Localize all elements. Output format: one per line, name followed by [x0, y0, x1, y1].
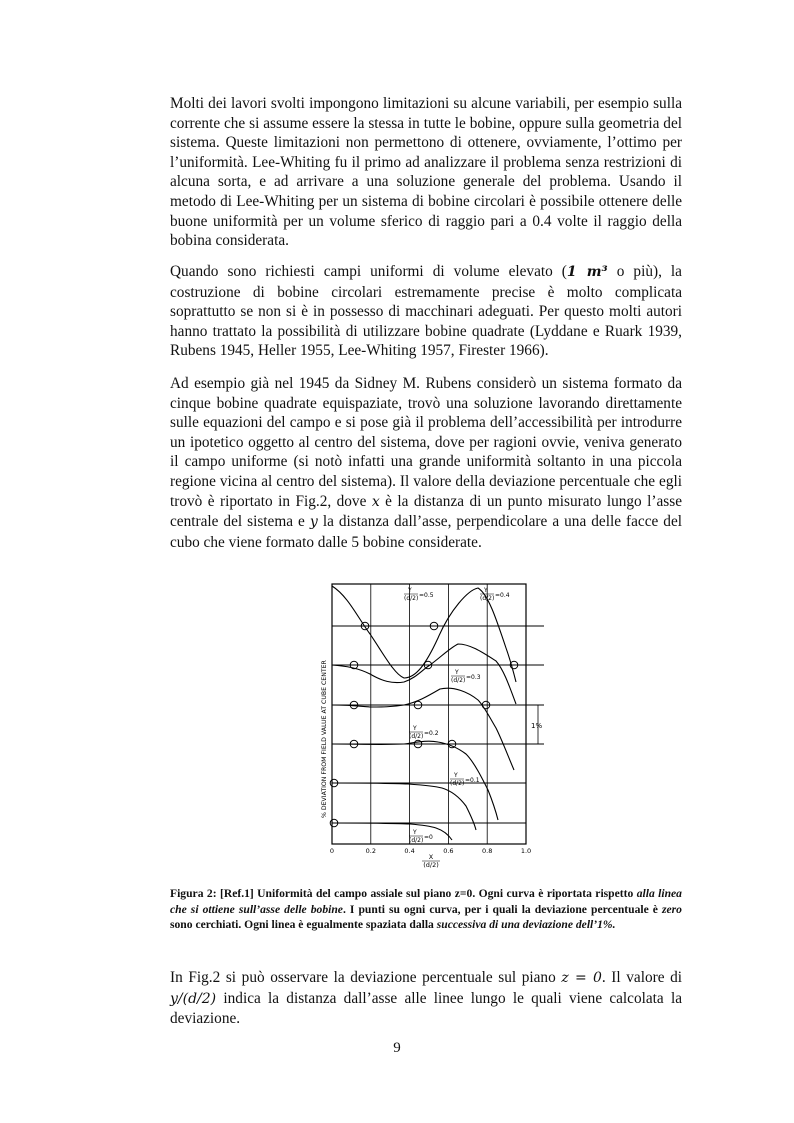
- x-tick-label: 1.0: [520, 847, 532, 855]
- scale-label: 1%: [531, 722, 543, 730]
- curve-label-num: Y: [455, 669, 459, 676]
- curve-label-0-4: [480, 587, 510, 602]
- curve-y-0-4: [332, 644, 516, 704]
- curve-label-den: (d/2): [404, 595, 419, 602]
- curve-label-den: (d/2): [450, 780, 465, 787]
- x-axis-label-den: (d/2): [423, 861, 439, 868]
- x-tick-label: 0.4: [404, 847, 415, 855]
- page-number: 9: [393, 1040, 401, 1056]
- caption-part-6: successiva di una deviazione dell’1%.: [436, 918, 616, 932]
- curve-label-value: =0.5: [419, 592, 434, 599]
- curve-label-value: =0.3: [466, 674, 481, 681]
- math-x: x: [371, 493, 380, 510]
- horizontal-baselines: [332, 626, 544, 823]
- paragraph-2: [170, 262, 682, 361]
- figure-2-plot: [318, 578, 548, 868]
- curve-label-0-1: [450, 772, 480, 787]
- x-axis-label: [422, 853, 440, 868]
- zero-points: [330, 622, 518, 827]
- caption-part-5: sono cerchiati. Ogni linea è egualmente spaziata dalla: [170, 918, 437, 932]
- paragraph-3-text-c: la distanza dall’asse, perpendicolare a una delle facce del cubo che viene formato dalle 5 bobine considerate.: [170, 513, 682, 551]
- curve-label-0-3: [451, 669, 481, 684]
- x-tick-label: 0: [329, 847, 335, 855]
- paragraph-3: [170, 374, 682, 552]
- math-y-over-d2: y/(d/2): [170, 990, 217, 1007]
- curve-label-0-2: [409, 725, 439, 740]
- curve-label-den: (d/2): [409, 837, 424, 844]
- caption-part-1: Figura 2: [Ref.1] Uniformità del campo assiale sul piano z=0. Ogni curva è riportata rispetto: [170, 887, 637, 900]
- math-y: y: [309, 514, 318, 531]
- x-tick-label: 0.6: [443, 847, 454, 855]
- caption-part-3: . I punti su ogni curva, per i quali la deviazione percentuale è: [342, 902, 663, 916]
- curve-label-num: Y: [413, 725, 417, 732]
- paragraph-2-text-b: o più), la costruzione di bobine circolari estremamente precise è molto complicata soprattutto se non si è in possesso di macchinari adeguati. Per questo molti autori hanno trattato la possibilità di utilizzare bobine quadrate (Lyddane e Ruark 1939, Rubens 1945, Heller 1955, Lee-Whiting 1957, Firester 1966).: [170, 263, 682, 360]
- math-volume: 1 m³: [566, 264, 608, 280]
- curve-label-den: (d/2): [451, 677, 466, 684]
- vertical-gridlines: [371, 584, 487, 844]
- figure-caption: [170, 886, 682, 933]
- curve-label-num: Y: [484, 587, 488, 594]
- y-axis-label: % DEVIATION FROM FIELD VALUE AT CUBE CENTER: [321, 660, 328, 818]
- curve-label-num: Y: [413, 829, 417, 836]
- curve-y-0-3: [332, 688, 514, 770]
- curve-label-value: =0: [424, 834, 433, 841]
- curve-label-0: [409, 829, 433, 844]
- paragraph-4-text-b: . Il valore di: [601, 969, 683, 986]
- math-z-equals-0: z = 0: [561, 970, 602, 986]
- paragraph-3-text-b: è la distanza di un punto misurato lungo l’asse centrale del sistema e: [170, 492, 682, 531]
- x-axis-label-num: X: [428, 853, 434, 861]
- curve-label-den: (d/2): [409, 733, 424, 740]
- caption-part-2: alla linea che si ottiene sull’asse delle bobine: [170, 887, 682, 916]
- curve-label-value: =0.4: [495, 592, 510, 599]
- curves: [332, 586, 516, 840]
- paragraph-4-text-c: indica la distanza dall’asse alle linee lungo le quali viene calcolata la deviazione.: [170, 989, 682, 1028]
- caption-part-4: zero: [662, 902, 682, 916]
- paragraph-3-text-a: Ad esempio già nel 1945 da Sidney M. Rubens considerò un sistema formato da cinque bobine quadrate equispaziate, trovò una soluzione lavorando direttamente sulle equazioni del campo e si pose già il problema dell’accessibilità per introdurre un ipotetico oggetto al centro del sistema, dove per ragioni ovvie, veniva generato il campo uniforme (si notò infatti una grande uniformità soltanto in una piccola regione vicina al centro del sistema). Il valore della deviazione percentuale che egli trovò è riportato in Fig.2, dove: [170, 375, 682, 510]
- curve-label-value: =0.1: [465, 777, 480, 784]
- curve-y-0: [332, 823, 452, 840]
- curve-label-num: Y: [408, 587, 412, 594]
- paragraph-1: [170, 94, 682, 251]
- x-tick-label: 0.2: [365, 847, 376, 855]
- curve-label-value: =0.2: [424, 730, 439, 737]
- paragraph-4: [170, 968, 682, 1029]
- paragraph-1-text: Molti dei lavori svolti impongono limitazioni su alcune variabili, per esempio sulla corrente che si assume essere la stessa in tutte le bobine, oppure sulla geometria del sistema. Queste limitazioni non permettono di ottenere, ovviamente, l’ottimo per l’uniformità. Lee-Whiting fu il primo ad analizzare il problema senza restrizioni di alcuna sorta, e ad arrivare a una soluzione generale del problema. Usando il metodo di Lee-Whiting per un sistema di bobine circolari è possibile ottenere delle buone uniformità per un volume sferico di raggio pari a 0.4 volte il raggio della bobina considerata.: [170, 95, 682, 250]
- curve-label-num: Y: [454, 772, 458, 779]
- paragraph-2-text-a: Quando sono richiesti campi uniformi di volume elevato (: [170, 263, 567, 280]
- x-tick-label: 0.8: [482, 847, 493, 855]
- curve-label-0-5: [404, 587, 434, 602]
- paragraph-4-text-a: In Fig.2 si può osservare la deviazione percentuale sul piano: [170, 969, 562, 986]
- curve-label-den: (d/2): [480, 595, 495, 602]
- figure-2: [318, 578, 548, 868]
